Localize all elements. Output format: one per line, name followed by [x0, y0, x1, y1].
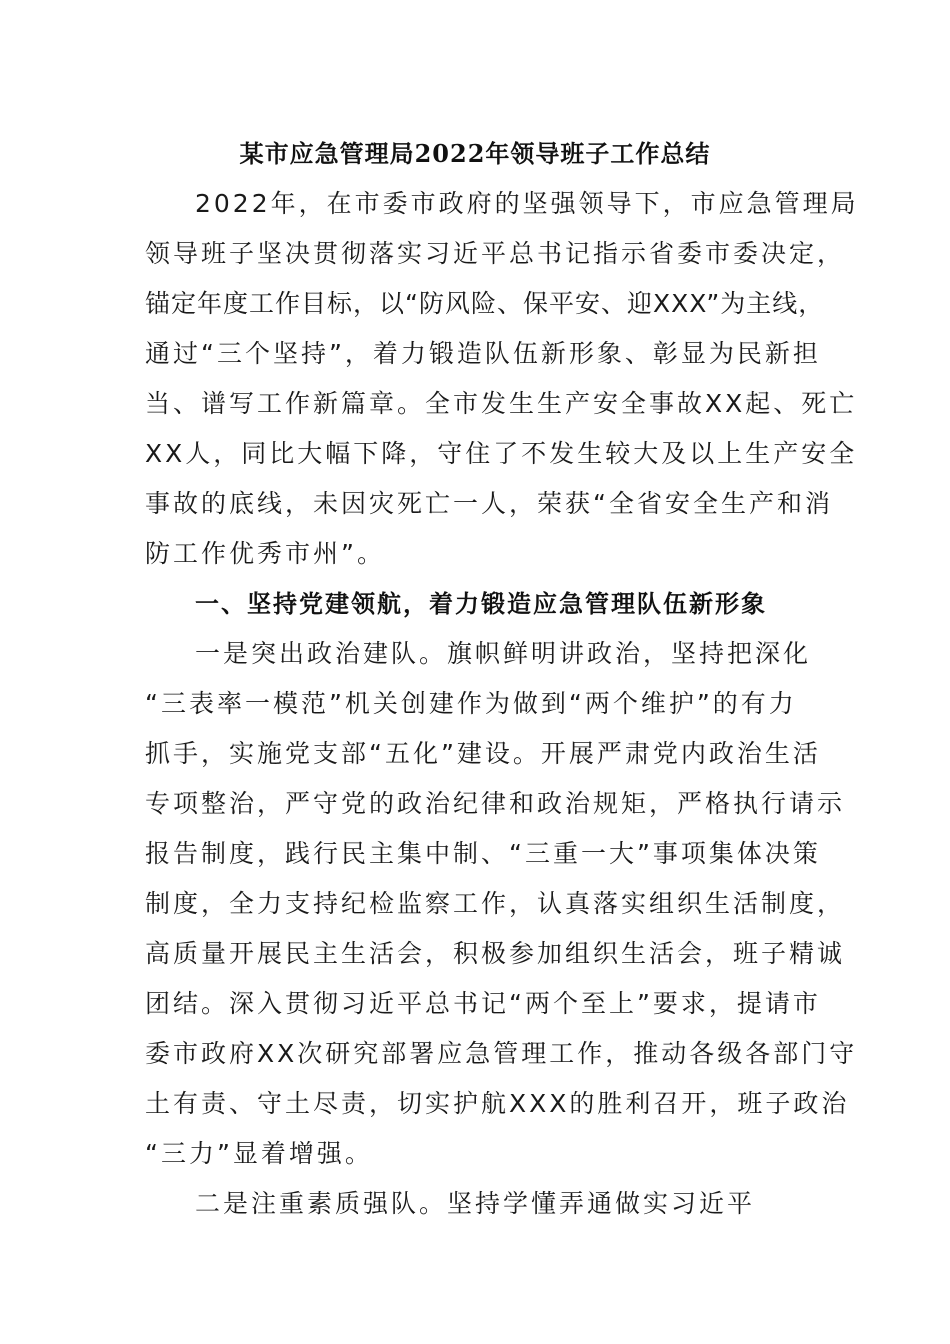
para1-line-11: “三力”显着增强。: [145, 1139, 373, 1168]
intro-line-7: 事故的底线，未因灾死亡一人，荣获“全省安全生产和消: [145, 489, 833, 518]
intro-line-4: 通过“三个坚持”，着力锻造队伍新形象、彰显为民新担: [145, 339, 821, 368]
para1-line-6: 制度，全力支持纪检监察工作，认真落实组织生活制度，: [145, 889, 846, 918]
section-heading-1: 一、坚持党建领航，着力锻造应急管理队伍新形象: [195, 589, 767, 618]
intro-line-6: XX人，同比大幅下降，守住了不发生较大及以上生产安全: [145, 439, 858, 468]
para1-line-4: 专项整治，严守党的政治纪律和政治规矩，严格执行请示: [145, 789, 846, 818]
para1-line-5: 报告制度，践行民主集中制、“三重一大”事项集体决策: [145, 839, 821, 868]
para1-line-7: 高质量开展民主生活会，积极参加组织生活会，班子精诚: [145, 939, 846, 968]
intro-line-1: 2022年，在市委市政府的坚强领导下，市应急管理局: [195, 189, 859, 218]
para1-line-9: 委市政府XX次研究部署应急管理工作，推动各级各部门守: [145, 1039, 858, 1068]
para1-line-8: 团结。深入贯彻习近平总书记“两个至上”要求，提请市: [145, 989, 821, 1018]
para2-line-1: 二是注重素质强队。坚持学懂弄通做实习近平: [195, 1189, 756, 1218]
para1-line-3: 抓手，实施党支部“五化”建设。开展严肃党内政治生活: [145, 739, 821, 768]
intro-line-3: 锚定年度工作目标，以“防风险、保平安、迎XXX”为主线，: [145, 289, 825, 318]
para1-line-10: 土有责、守土尽责，切实护航XXX的胜利召开，班子政治: [145, 1089, 850, 1118]
intro-line-2: 领导班子坚决贯彻落实习近平总书记指示省委市委决定，: [145, 239, 846, 268]
intro-line-8: 防工作优秀市州”。: [145, 539, 385, 568]
para1-line-1: 一是突出政治建队。旗帜鲜明讲政治，坚持把深化: [195, 639, 812, 668]
intro-line-5: 当、谱写工作新篇章。全市发生生产安全事故XX起、死亡: [145, 389, 858, 418]
para1-line-2: “三表率一模范”机关创建作为做到“两个维护”的有力: [145, 689, 797, 718]
document-title: 某市应急管理局2022年领导班子工作总结: [239, 139, 711, 168]
